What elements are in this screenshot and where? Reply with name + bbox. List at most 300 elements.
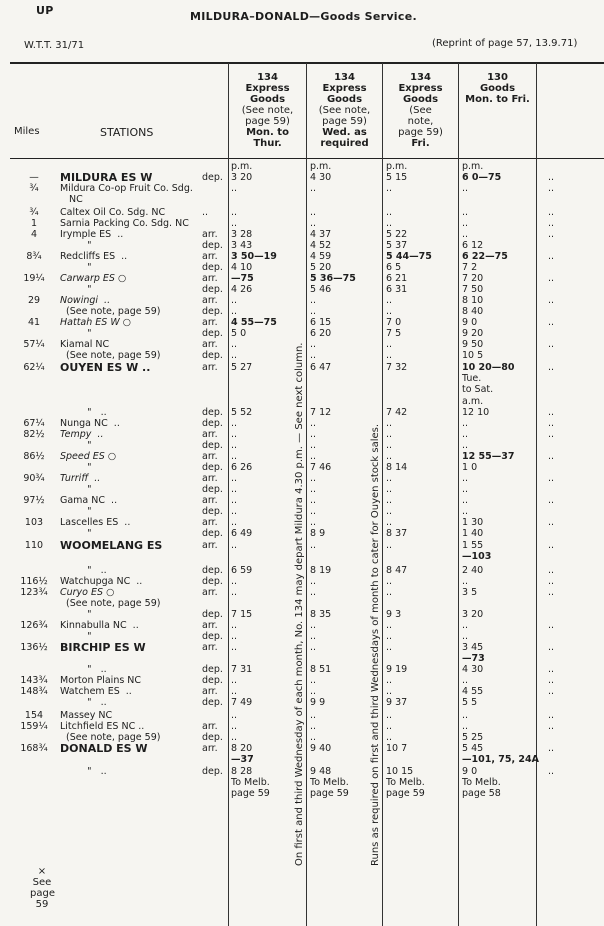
- cell-s-25: ": [60, 440, 92, 451]
- miles-header: Miles: [14, 126, 40, 137]
- cell-c4-29: ..: [462, 484, 469, 495]
- cell-c1-27: 6 26: [231, 462, 253, 473]
- col1-line1: Express: [245, 83, 290, 94]
- cell-c2-49: ..: [310, 710, 317, 721]
- cell-c4-13: 8 40: [462, 306, 484, 317]
- cell-m-2: ¾: [29, 183, 39, 194]
- cell-c3-14: 7 0: [386, 317, 402, 328]
- cell-c3-8: 5 44—75: [386, 251, 432, 262]
- col-divider-2: [306, 63, 307, 926]
- cell-c1-43: ..: [231, 642, 238, 653]
- cell-s-42: ": [60, 631, 92, 642]
- cell-c3-36: 8 47: [386, 565, 408, 576]
- cell-d-6: arr.: [202, 229, 218, 240]
- cell-c1-15: 5 0: [231, 328, 247, 339]
- cell-c1-56: page 59: [231, 788, 270, 799]
- cell-c3-43: ..: [386, 642, 393, 653]
- cell-c4-2: ..: [462, 183, 469, 194]
- cell-d-7: dep.: [202, 240, 223, 251]
- reprint-note: (Reprint of page 57, 13.9.71): [432, 38, 578, 49]
- cell-c2-23: ..: [310, 418, 317, 429]
- cell-c1-9: 4 10: [231, 262, 253, 273]
- col1-line5: Mon. to: [246, 127, 289, 138]
- cell-c4-52: 5 45: [462, 743, 484, 754]
- cell-c1-31: ..: [231, 506, 238, 517]
- cell-c3-6: 5 22: [386, 229, 408, 240]
- cell-c4-15: 9 20: [462, 328, 484, 339]
- cell-c2-36: 8 19: [310, 565, 332, 576]
- col1-line4: page 59): [245, 116, 290, 127]
- cell-c3-16: ..: [386, 339, 393, 350]
- cell-c5-45: ..: [548, 664, 555, 675]
- cell-c3-47: ..: [386, 686, 393, 697]
- cell-c4-16: 9 50: [462, 339, 484, 350]
- cell-s-9: ": [60, 262, 92, 273]
- cell-c3-42: ..: [386, 631, 393, 642]
- col2-train-number: 134: [334, 72, 355, 83]
- cell-c1-38: ..: [231, 587, 238, 598]
- cell-c2-41: ..: [310, 620, 317, 631]
- cell-m-23: 67¼: [23, 418, 45, 429]
- cell-c1-46: ..: [231, 675, 238, 686]
- cell-c2-17: ..: [310, 350, 317, 361]
- cell-m-26: 86½: [23, 451, 45, 462]
- cell-c1-34: ..: [231, 540, 238, 551]
- col1-train-number: 134: [257, 72, 278, 83]
- page-title: MILDURA–DONALD—Goods Service.: [190, 10, 417, 23]
- cell-c1-23: ..: [231, 418, 238, 429]
- cell-c5-16: ..: [548, 339, 555, 350]
- cell-c1-4: ..: [231, 207, 238, 218]
- col2-line2: Goods: [326, 94, 363, 105]
- cell-c4-33: 1 40: [462, 528, 484, 539]
- cell-s-29: ": [60, 484, 92, 495]
- see-page-line4: 59: [35, 899, 49, 910]
- cell-c1-2: ..: [231, 183, 238, 194]
- cell-c5-54: ..: [548, 766, 555, 777]
- col2-line3: (See note,: [318, 105, 371, 116]
- cell-c1-53: —37: [231, 754, 254, 765]
- cell-c1-26: ..: [231, 451, 238, 462]
- cell-c1-47: ..: [231, 686, 238, 697]
- col-divider-5: [536, 63, 537, 926]
- cell-c4-0: p.m.: [462, 161, 484, 172]
- cell-c1-52: 8 20: [231, 743, 253, 754]
- cell-c4-50: ..: [462, 721, 469, 732]
- cell-c5-50: ..: [548, 721, 555, 732]
- cell-c4-30: ..: [462, 495, 469, 506]
- cell-d-10: arr.: [202, 273, 218, 284]
- cell-c1-48: 7 49: [231, 697, 253, 708]
- cell-c3-28: ..: [386, 473, 393, 484]
- cell-c1-45: 7 31: [231, 664, 253, 675]
- cell-m-50: 159¼: [20, 721, 48, 732]
- cell-c5-43: ..: [548, 642, 555, 653]
- col-divider-4: [458, 63, 459, 926]
- cell-s-6: Irymple ES ..: [60, 229, 124, 240]
- cell-m-34: 110: [24, 540, 44, 551]
- cell-d-42: dep.: [202, 631, 223, 642]
- cell-c4-10: 7 20: [462, 273, 484, 284]
- cell-d-16: arr.: [202, 339, 218, 350]
- cell-c4-46: ..: [462, 675, 469, 686]
- cell-d-25: dep.: [202, 440, 223, 451]
- col1-header: [229, 72, 306, 149]
- cell-d-23: dep.: [202, 418, 223, 429]
- cell-s-3: NC: [60, 194, 83, 205]
- cell-c3-22: 7 42: [386, 407, 408, 418]
- cell-c3-4: ..: [386, 207, 393, 218]
- cell-c4-54: 9 0: [462, 766, 478, 777]
- cell-s-33: ": [60, 528, 92, 539]
- cell-c5-23: ..: [548, 418, 555, 429]
- cell-s-11: ": [60, 284, 92, 295]
- cell-m-37: 116½: [20, 576, 48, 587]
- see-page-line1: ×: [37, 866, 47, 877]
- cell-c1-49: ..: [231, 710, 238, 721]
- cell-c4-23: ..: [462, 418, 469, 429]
- cell-d-8: arr.: [202, 251, 218, 262]
- cell-c3-1: 5 15: [386, 172, 408, 183]
- cell-c1-30: ..: [231, 495, 238, 506]
- cell-c4-9: 7 2: [462, 262, 478, 273]
- cell-c2-34: ..: [310, 540, 317, 551]
- cell-c3-9: 6 5: [386, 262, 402, 273]
- cell-c4-56: page 58: [462, 788, 501, 799]
- cell-c3-12: ..: [386, 295, 393, 306]
- cell-c3-5: ..: [386, 218, 393, 229]
- cell-c1-0: p.m.: [231, 161, 253, 172]
- cell-c5-30: ..: [548, 495, 555, 506]
- cell-s-14: Hattah ES W ○: [60, 317, 132, 328]
- cell-c1-18: 5 27: [231, 362, 253, 373]
- cell-c2-2: ..: [310, 183, 317, 194]
- cell-m-28: 90¾: [23, 473, 45, 484]
- cell-s-46: Morton Plains NC: [60, 675, 142, 686]
- cell-c5-52: ..: [548, 743, 555, 754]
- col2-line1: Express: [322, 83, 367, 94]
- col3-line4: note,: [407, 116, 434, 127]
- top-rule: [10, 62, 604, 64]
- cell-c2-46: ..: [310, 675, 317, 686]
- cell-d-51: dep.: [202, 732, 223, 743]
- cell-m-32: 103: [24, 517, 44, 528]
- cell-s-22: " ..: [60, 407, 107, 418]
- cell-m-52: 168¾: [20, 743, 48, 754]
- col2-line6: required: [320, 138, 369, 149]
- cell-c3-7: 5 37: [386, 240, 408, 251]
- col4-line1: Goods: [479, 83, 516, 94]
- cell-m-30: 97½: [23, 495, 45, 506]
- col2-line5: Wed. as: [322, 127, 367, 138]
- cell-c4-47: 4 55: [462, 686, 484, 697]
- cell-c2-30: ..: [310, 495, 317, 506]
- cell-m-4: ¾: [29, 207, 39, 218]
- cell-c3-38: ..: [386, 587, 393, 598]
- cell-c3-11: 6 31: [386, 284, 408, 295]
- cell-m-38: 123¾: [20, 587, 48, 598]
- cell-d-27: dep.: [202, 462, 223, 473]
- cell-c3-54: 10 15: [386, 766, 414, 777]
- cell-c4-28: ..: [462, 473, 469, 484]
- cell-c4-4: ..: [462, 207, 469, 218]
- cell-c2-47: ..: [310, 686, 317, 697]
- cell-c2-7: 4 52: [310, 240, 332, 251]
- cell-m-46: 143¾: [20, 675, 48, 686]
- cell-c3-50: ..: [386, 721, 393, 732]
- cell-c4-32: 1 30: [462, 517, 484, 528]
- cell-c1-1: 3 20: [231, 172, 253, 183]
- stations-header: STATIONS: [100, 126, 154, 139]
- cell-s-23: Nunga NC ..: [60, 418, 120, 429]
- cell-c4-5: ..: [462, 218, 469, 229]
- cell-c4-17: 10 5: [462, 350, 484, 361]
- cell-c4-41: ..: [462, 620, 469, 631]
- cell-c3-17: ..: [386, 350, 393, 361]
- col4-line2: Mon. to Fri.: [465, 94, 530, 105]
- cell-c3-56: page 59: [386, 788, 425, 799]
- cell-d-12: arr.: [202, 295, 218, 306]
- col1-line2: Goods: [249, 94, 286, 105]
- cell-c3-45: 9 19: [386, 664, 408, 675]
- cell-m-8: 8¾: [26, 251, 42, 262]
- cell-d-4: ..: [202, 207, 209, 218]
- cell-c1-16: ..: [231, 339, 238, 350]
- cell-d-18: arr.: [202, 362, 218, 373]
- cell-c2-55: To Melb.: [310, 777, 349, 788]
- cell-m-10: 19¼: [23, 273, 45, 284]
- cell-c5-46: ..: [548, 675, 555, 686]
- cell-c3-55: To Melb.: [386, 777, 425, 788]
- cell-c2-51: ..: [310, 732, 317, 743]
- cell-s-2: Mildura Co-op Fruit Co. Sdg.: [60, 183, 193, 194]
- cell-c3-48: 9 37: [386, 697, 408, 708]
- cell-c3-2: ..: [386, 183, 393, 194]
- cell-c5-10: ..: [548, 273, 555, 284]
- cell-s-8: Redcliffs ES ..: [60, 251, 128, 262]
- cell-d-31: dep.: [202, 506, 223, 517]
- cell-m-43: 136½: [20, 642, 48, 653]
- cell-c5-41: ..: [548, 620, 555, 631]
- cell-c5-26: ..: [548, 451, 555, 462]
- cell-d-46: dep.: [202, 675, 223, 686]
- cell-c2-50: ..: [310, 721, 317, 732]
- cell-c4-14: 9 0: [462, 317, 478, 328]
- cell-s-38: Curyo ES ○: [60, 587, 115, 598]
- cell-c2-37: ..: [310, 576, 317, 587]
- cell-s-30: Gama NC ..: [60, 495, 118, 506]
- cell-c4-7: 6 12: [462, 240, 484, 251]
- cell-c3-51: ..: [386, 732, 393, 743]
- cell-c5-14: ..: [548, 317, 555, 328]
- cell-c3-24: ..: [386, 429, 393, 440]
- cell-c4-45: 4 30: [462, 664, 484, 675]
- cell-c4-22: 12 10: [462, 407, 490, 418]
- cell-c3-52: 10 7: [386, 743, 408, 754]
- cell-c3-49: ..: [386, 710, 393, 721]
- cell-c1-51: ..: [231, 732, 238, 743]
- cell-d-14: arr.: [202, 317, 218, 328]
- cell-c1-41: ..: [231, 620, 238, 631]
- cell-c5-1: ..: [548, 172, 555, 183]
- cell-m-5: 1: [30, 218, 38, 229]
- cell-c1-55: To Melb.: [231, 777, 270, 788]
- cell-c4-27: 1 0: [462, 462, 478, 473]
- cell-d-43: arr.: [202, 642, 218, 653]
- cell-c2-15: 6 20: [310, 328, 332, 339]
- cell-d-15: dep.: [202, 328, 223, 339]
- cell-m-1: —: [29, 172, 39, 183]
- cell-c2-33: 8 9: [310, 528, 326, 539]
- cell-d-26: arr.: [202, 451, 218, 462]
- cell-c4-38: 3 5: [462, 587, 478, 598]
- cell-c1-6: 3 28: [231, 229, 253, 240]
- cell-d-22: dep.: [202, 407, 223, 418]
- cell-m-49: 154: [24, 710, 44, 721]
- cell-c3-32: ..: [386, 517, 393, 528]
- cell-c2-48: 9 9: [310, 697, 326, 708]
- cell-c1-54: 8 28: [231, 766, 253, 777]
- cell-d-40: dep.: [202, 609, 223, 620]
- cell-c1-50: ..: [231, 721, 238, 732]
- cell-s-49: Massey NC: [60, 710, 113, 721]
- cell-c1-33: 6 49: [231, 528, 253, 539]
- cell-c2-6: 4 37: [310, 229, 332, 240]
- see-page-line3: page: [30, 888, 55, 899]
- cell-c4-20: to Sat.: [462, 384, 494, 395]
- cell-c5-38: ..: [548, 587, 555, 598]
- cell-c2-4: ..: [310, 207, 317, 218]
- cell-d-24: arr.: [202, 429, 218, 440]
- cell-c1-37: ..: [231, 576, 238, 587]
- cell-d-36: dep.: [202, 565, 223, 576]
- cell-c1-14: 4 55—75: [231, 317, 277, 328]
- cell-s-34: WOOMELANG ES: [60, 539, 163, 552]
- cell-c3-25: ..: [386, 440, 393, 451]
- col3-line5: page 59): [398, 127, 443, 138]
- cell-c5-34: ..: [548, 540, 555, 551]
- cell-c1-28: ..: [231, 473, 238, 484]
- cell-d-45: dep.: [202, 664, 223, 675]
- cell-d-32: arr.: [202, 517, 218, 528]
- cell-d-50: arr.: [202, 721, 218, 732]
- cell-d-47: arr.: [202, 686, 218, 697]
- cell-c1-10: —75: [231, 273, 254, 284]
- cell-c4-12: 8 10: [462, 295, 484, 306]
- cell-s-52: DONALD ES W: [60, 742, 148, 755]
- cell-s-54: " ..: [60, 766, 107, 777]
- cell-c2-52: 9 40: [310, 743, 332, 754]
- cell-s-27: ": [60, 462, 92, 473]
- cell-c3-15: 7 5: [386, 328, 402, 339]
- cell-s-10: Carwarp ES ○: [60, 273, 127, 284]
- cell-d-13: dep.: [202, 306, 223, 317]
- col1-line6: Thur.: [253, 138, 282, 149]
- cell-c4-19: Tue.: [462, 373, 482, 384]
- cell-c4-36: 2 40: [462, 565, 484, 576]
- cell-c2-0: p.m.: [310, 161, 332, 172]
- cell-d-52: arr.: [202, 743, 218, 754]
- cell-c3-34: ..: [386, 540, 393, 551]
- cell-c1-11: 4 26: [231, 284, 253, 295]
- cell-c2-26: ..: [310, 451, 317, 462]
- cell-c4-49: ..: [462, 710, 469, 721]
- cell-c5-4: ..: [548, 207, 555, 218]
- cell-c2-28: ..: [310, 473, 317, 484]
- cell-c3-31: ..: [386, 506, 393, 517]
- cell-c2-56: page 59: [310, 788, 349, 799]
- cell-m-18: 62¼: [23, 362, 45, 373]
- col3-line2: Goods: [402, 94, 439, 105]
- see-page-note: [30, 866, 54, 910]
- cell-c2-1: 4 30: [310, 172, 332, 183]
- cell-d-41: arr.: [202, 620, 218, 631]
- cell-c5-49: ..: [548, 710, 555, 721]
- cell-s-4: Caltex Oil Co. Sdg. NC: [60, 207, 166, 218]
- col2-line4: page 59): [322, 116, 367, 127]
- cell-m-16: 57¼: [23, 339, 45, 350]
- cell-c4-51: 5 25: [462, 732, 484, 743]
- cell-c3-33: 8 37: [386, 528, 408, 539]
- cell-c5-36: ..: [548, 565, 555, 576]
- cell-c5-32: ..: [548, 517, 555, 528]
- cell-c3-13: ..: [386, 306, 393, 317]
- cell-c1-36: 6 59: [231, 565, 253, 576]
- cell-m-6: 4: [30, 229, 38, 240]
- cell-c2-27: 7 46: [310, 462, 332, 473]
- cell-c1-24: ..: [231, 429, 238, 440]
- cell-m-12: 29: [27, 295, 41, 306]
- cell-c1-8: 3 50—19: [231, 251, 277, 262]
- cell-c2-5: ..: [310, 218, 317, 229]
- cell-c3-27: 8 14: [386, 462, 408, 473]
- cell-c3-0: p.m.: [386, 161, 408, 172]
- cell-c5-24: ..: [548, 429, 555, 440]
- cell-d-17: dep.: [202, 350, 223, 361]
- cell-c5-18: ..: [548, 362, 555, 373]
- cell-c4-1: 6 0—75: [462, 172, 502, 183]
- cell-s-51: (See note, page 59): [60, 732, 161, 743]
- cell-c4-26: 12 55—37: [462, 451, 515, 462]
- cell-c1-17: ..: [231, 350, 238, 361]
- cell-s-39: (See note, page 59): [60, 598, 161, 609]
- cell-s-16: Kiamal NC: [60, 339, 110, 350]
- cell-c5-28: ..: [548, 473, 555, 484]
- cell-c3-18: 7 32: [386, 362, 408, 373]
- cell-c2-14: 6 15: [310, 317, 332, 328]
- cell-c4-18: 10 20—80: [462, 362, 515, 373]
- cell-c1-25: ..: [231, 440, 238, 451]
- cell-c4-44: —73: [462, 653, 485, 664]
- col4-header: [459, 72, 536, 105]
- cell-c4-53: —101, 75, 24A: [462, 754, 539, 765]
- cell-c4-55: To Melb.: [462, 777, 501, 788]
- cell-c2-18: 6 47: [310, 362, 332, 373]
- cell-s-37: Watchupga NC ..: [60, 576, 143, 587]
- cell-s-5: Sarnia Packing Co. Sdg. NC: [60, 218, 189, 229]
- cell-c4-8: 6 22—75: [462, 251, 508, 262]
- cell-c1-42: ..: [231, 631, 238, 642]
- cell-c1-12: ..: [231, 295, 238, 306]
- cell-c1-13: ..: [231, 306, 238, 317]
- cell-c3-23: ..: [386, 418, 393, 429]
- cell-d-48: dep.: [202, 697, 223, 708]
- col2-header: [307, 72, 382, 149]
- cell-c5-37: ..: [548, 576, 555, 587]
- col3-line1: Express: [398, 83, 443, 94]
- cell-c5-47: ..: [548, 686, 555, 697]
- cell-c3-46: ..: [386, 675, 393, 686]
